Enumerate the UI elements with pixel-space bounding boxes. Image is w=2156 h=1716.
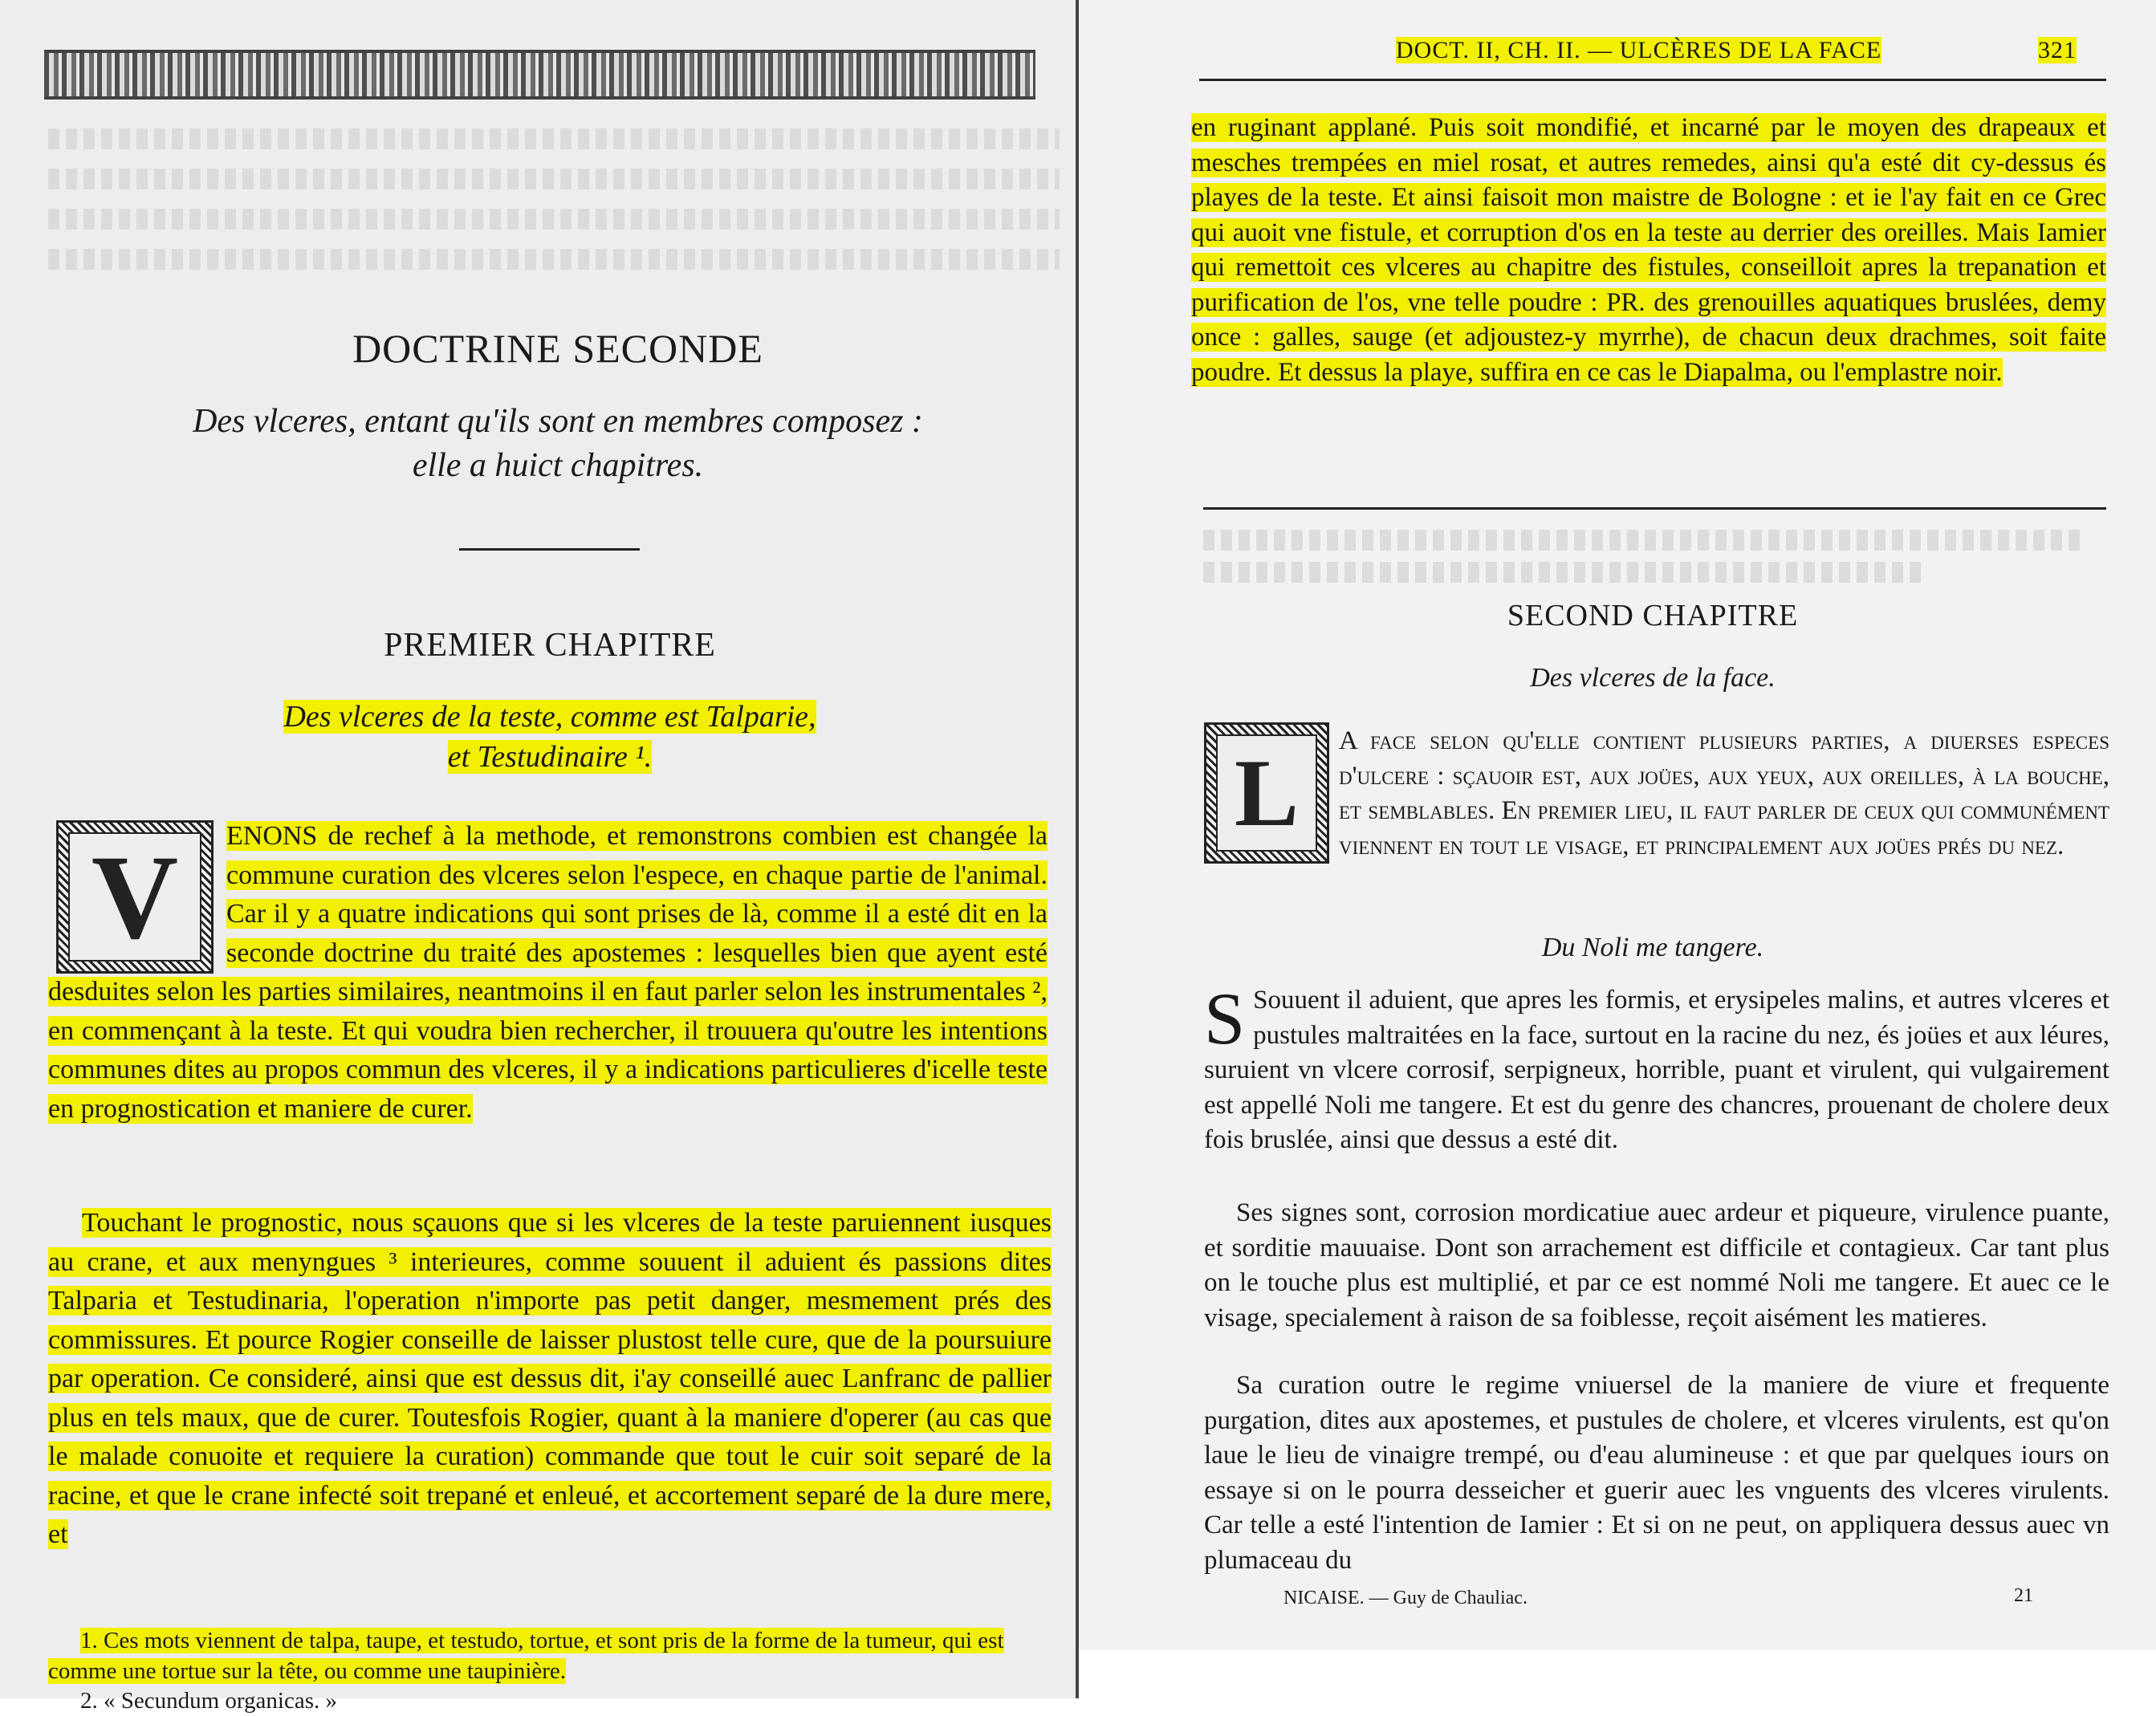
bleed-through-line: [1203, 530, 2086, 551]
drop-cap-letter-l: L: [1216, 734, 1317, 852]
doctrine-subtitle: [0, 400, 1116, 488]
ornamental-header-band: [44, 50, 1035, 100]
footer-author: NICAISE. — Guy de Chauliac.: [1283, 1588, 1528, 1608]
chapter-subtitle-line-1: Des vlceres de la teste, comme est Talparie,: [283, 700, 816, 734]
paragraph-signes: Ses signes sont, corrosion mordicatiue auec ardeur et piqueure, virulence puante, et sorditie mauuaise. Dont son arrachement est difficile et contagieux. Car tant plus on le touche plus est multiplié, et par ce est nommé Noli me tangere. Et auec ce le visage, specialement à raison de sa foiblesse, reçoit aisément les matieres.: [1204, 1198, 2109, 1332]
paragraph-continued: [1191, 111, 2106, 390]
doctrine-title: DOCTRINE SECONDE: [352, 326, 763, 371]
doctrine-subtitle-line-2: elle a huict chapitres.: [412, 447, 704, 484]
para1-text: de rechef à la methode, et remonstrons combien est changée la commune curation des vlceres selon l'espece, en chaque partie de l'animal. Car il y a quatre indications qui sont prises de là, comme il a esté dit en la seconde doctrine du traité des apostemes : lesquelles bien que ayent esté desduites selon les parties similaires, neantmoins il en faut parler selon les instrumentales ², en commençant à la teste. Et qui voudra bien rechercher, il trouuera qu'outre les intentions communes dites au propos commun des vlceres, il y a indications particulieres d'icelle teste en prognostication et maniere de curer.: [48, 821, 1047, 1124]
bleed-through-line: [48, 128, 1060, 149]
paragraph-curation: Sa curation outre le regime vniuersel de la maniere de viure et frequente purgation, dites aux apostemes, et pustules de cholere, et vlceres virulents, est qu'on laue le lieu de vinaigre trempé, ou d'eau alumineuse : et que par quelques iours on essaye si on le pourra desseicher et guerir auec les vnguents des vlceres virulents. Car telle a esté l'intention de Iamier : Et si on ne peut, on appliquera dessus auec vn plumaceau du: [1204, 1371, 2109, 1575]
bleed-through-line: [48, 249, 1060, 270]
paragraph-1: [48, 817, 1047, 1128]
chapter-subtitle: [0, 697, 1100, 777]
footnote-2-cut: 2. « Secundum organicas. »: [80, 1688, 338, 1714]
para2-text: Touchant le prognostic, nous sçauons que si les vlceres de la teste paruiennent iusques au crane, et aux menyngues ³ interieures, comme souuent il aduient és passions dites Talparia et Testudinaria, l'operation n'importe pas petit danger, mesmement prés des commissures. Et pource Rogier conseille de laisser plustost telle cure, que de la poursuiure par operation. Ce consideré, ainsi que est dessus dit, i'ay conseillé auec Lanfranc de pallier plus en tels maux, que de curer. Toutesfois Rogier, quant à la maniere d'operer (au cas que le malade conuoite et requiere la curation) commande que tout le cuir soit separé de la racine, et que le crane infecté soit trepané et enleué, et accortement separé de la dure mere, et: [48, 1208, 1052, 1549]
section-title-noli: Du Noli me tangere.: [1541, 933, 1764, 962]
paragraph-face: [1204, 724, 2109, 864]
drop-cap-letter: V: [68, 832, 201, 962]
paragraph-noli: [1204, 978, 2109, 1158]
bleed-through-line: [48, 169, 1060, 189]
section-rule: [459, 548, 640, 551]
para-noli-text: Souuent il aduient, que apres les formis, et erysipeles malins, et autres vlceres et pustules maltraitées en la face, surtout en la racine du nez, és joües et aux léures, suruient vn vlcere corrosif, serpigneux, horrible, puant et virulent, qui vulgairement est appellé Noli me tangere. Et est du genre des chancres, prouenant de cholere deux fois bruslée, ainsi que dessus a esté dit.: [1204, 986, 2109, 1154]
header-rule: [1199, 79, 2106, 81]
para-top-text: en ruginant applané. Puis soit mondifié, et incarné par le moyen des drapeaux et mesches trempées en miel rosat, et autres remedes, ainsi qu'a esté dit cy-dessus és playes de la teste. Et ainsi faisoit mon maistre de Bologne : et ie l'ay fait en ce Grec qui auoit vne fistule, et corruption d'os en la teste au derrier des oreilles. Mais Iamier qui remettoit ces vlceres au chapitre des fistules, conseilloit apres la trepanation et purification de l'os, vne telle poudre : PR. des grenouilles aquatiques bruslées, demy once : galles, sauge (et adjoustez-y myrrhe), de chacun deux drachmes, soit faite poudre. Et dessus la playe, suffira en ce cas le Diapalma, ou l'emplastre noir.: [1191, 113, 2106, 387]
doctrine-subtitle-line-1: Des vlceres, entant qu'ils sont en membres composez :: [193, 403, 923, 440]
page-number: [2038, 37, 2077, 64]
section-divider: [1203, 507, 2106, 510]
chapter-subtitle-line-2: et Testudinaire ¹.: [447, 740, 653, 774]
running-head: [1396, 37, 1881, 64]
bleed-through-line: [48, 209, 1060, 230]
left-page: [0, 0, 1076, 1714]
paragraph-2: [48, 1204, 1052, 1555]
footnote-1: [48, 1625, 1052, 1686]
para1-first-word: ENONS: [226, 821, 318, 851]
right-page: [1079, 0, 2156, 1650]
running-head-text: DOCT. II, CH. II. — ULCÈRES DE LA FACE: [1396, 37, 1882, 63]
para-face-text: A face selon qu'elle contient plusieurs parties, a diuerses especes d'ulcere : sçauoir est, aux joües, aux yeux, aux oreilles, à la bouche, et semblables. En premier lieu, il faut parler de ceux qui communément viennent en tout le visage, et principalement aux joües prés du nez.: [1339, 726, 2109, 860]
chapter-title: PREMIER CHAPITRE: [384, 627, 716, 664]
drop-initial-s: S: [1204, 978, 1246, 1059]
bleed-through-line: [1203, 562, 1926, 583]
footer-signature: 21: [2014, 1585, 2033, 1606]
second-chapter-title: SECOND CHAPITRE: [1507, 599, 1799, 632]
second-chapter-subtitle: Des vlceres de la face.: [1530, 663, 1776, 693]
page-number-text: 321: [2038, 37, 2077, 63]
footnote-text: 1. Ces mots viennent de talpa, taupe, et testudo, tortue, et sont pris de la forme de la tumeur, qui est comme une tortue sur la tête, ou comme une taupinière.: [48, 1628, 1004, 1684]
